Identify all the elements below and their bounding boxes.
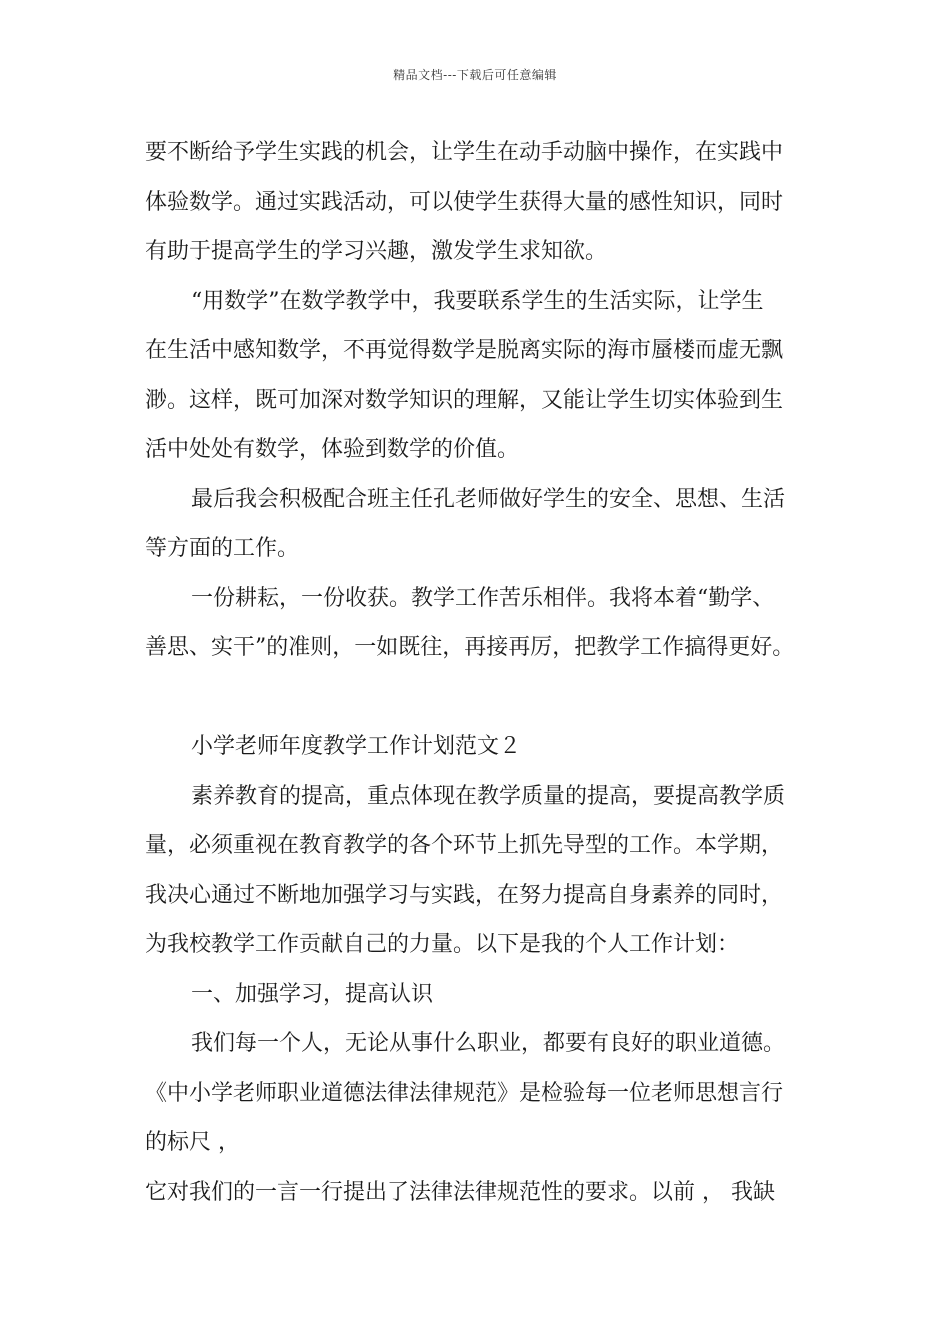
text-line: 最后我会积极配合班主任孔老师做好学生的安全、思想、生活	[191, 486, 786, 512]
text-line: 在生活中感知数学，不再觉得数学是脱离实际的海市蜃楼而虚无飘	[145, 338, 784, 363]
text-line: 要不断给予学生实践的机会，让学生在动手动脑中操作，在实践中	[145, 140, 784, 165]
text-line: 小学老师年度教学工作计划范文２	[191, 734, 522, 759]
text-line: 一份耕耘，一份收获。教学工作苦乐相伴。我将本着“勤学、	[191, 585, 775, 611]
text-line: 它对我们的一言一行提出了法律法律规范性的要求。以前 ， 我缺	[145, 1179, 775, 1205]
text-line: 善思、实干”的准则，一如既往，再接再厉，把教学工作搞得更好。	[145, 635, 795, 660]
text-line: 一、加强学习，提高认识	[191, 981, 434, 1007]
text-line: 活中处处有数学，体验到数学的价值。	[145, 437, 520, 462]
text-line: “用数学”在数学教学中，我要联系学生的生活实际，让学生	[191, 288, 764, 314]
text-line: 量，必须重视在教育教学的各个环节上抓先导型的工作。本学期，	[145, 833, 784, 858]
text-line: 《中小学老师职业道德法律法律规范》是检验每一位老师思想言行	[145, 1080, 784, 1106]
text-line: 为我校教学工作贡献自己的力量。以下是我的个人工作计划：	[145, 932, 740, 957]
page-header: 精品文档---下载后可任意编辑	[393, 68, 557, 82]
text-line: 我们每一个人，无论从事什么职业，都要有良好的职业道德。	[191, 1031, 786, 1056]
text-line: 的标尺 ，	[145, 1130, 240, 1155]
text-line: 有助于提高学生的学习兴趣，激发学生求知欲。	[145, 239, 608, 264]
document-body	[145, 128, 825, 1217]
text-line: 我决心通过不断地加强学习与实践，在努力提高自身素养的同时，	[145, 882, 784, 908]
text-line: 等方面的工作。	[145, 536, 300, 561]
text-line: 体验数学。通过实践活动，可以使学生获得大量的感性知识，同时	[145, 189, 784, 215]
text-line: 素养教育的提高，重点体现在教学质量的提高，要提高教学质	[191, 783, 786, 809]
text-line: 渺。这样，既可加深对数学知识的理解，又能让学生切实体验到生	[145, 387, 784, 413]
paragraph-gap	[145, 673, 825, 723]
